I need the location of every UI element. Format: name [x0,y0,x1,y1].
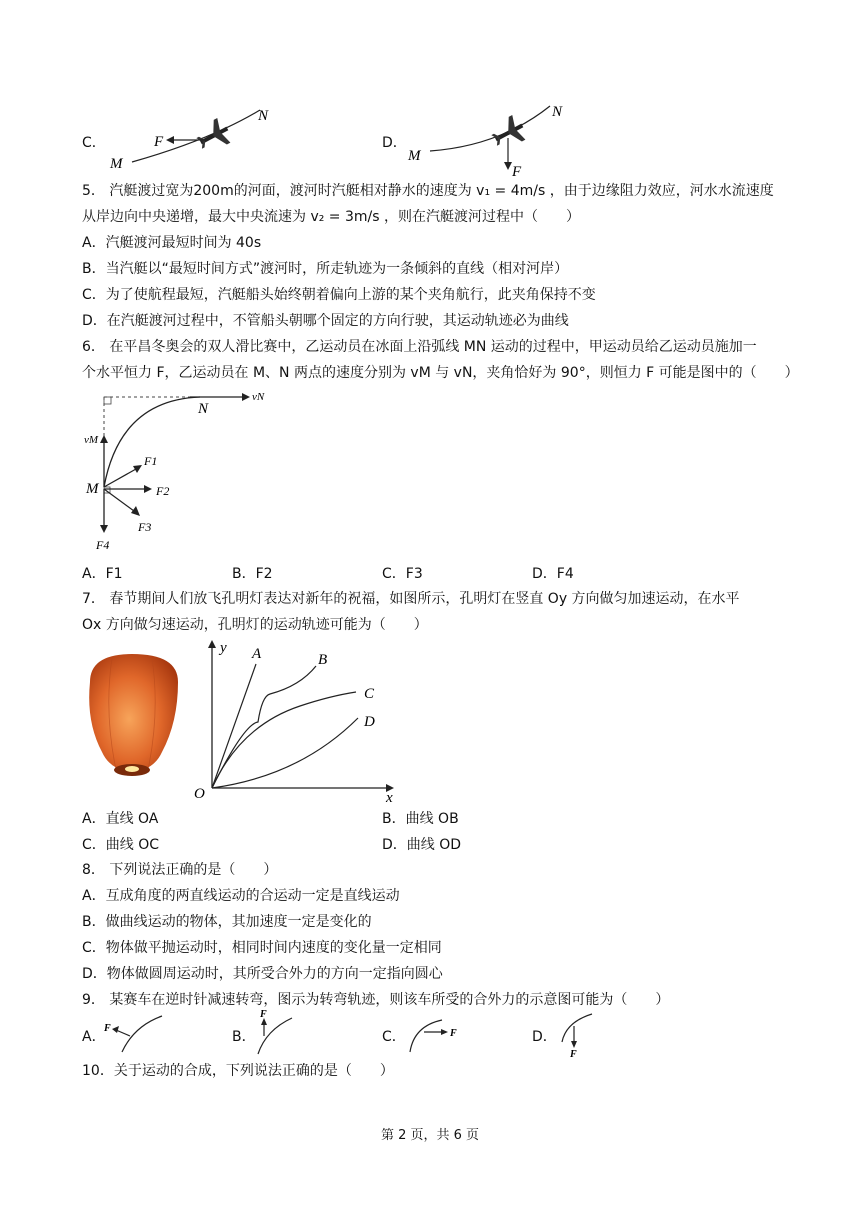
q8-option-b: B．做曲线运动的物体，其加速度一定是变化的 [82,914,372,930]
q9-option-c-label: C． [382,1029,406,1045]
q4-option-c-label: C． [82,135,106,151]
q7-trajectory-figure [190,636,400,806]
q5-option-a: A．汽艇渡河最短时间为 40s [82,235,262,251]
q6-f2-label: F2 [156,484,170,498]
q4-figure-d [400,96,590,181]
q9a-f-label: F [104,1023,111,1034]
q9-stem: 9． 某赛车在逆时针减速转弯，图示为转弯轨迹，则该车所受的合外力的示意图可能为（ ） [82,992,670,1008]
q6-option-a: A．F1 [82,566,123,582]
q4c-m-label: M [110,156,123,172]
q5-stem-line1: 5． 汽艇渡过宽为200m的河面，渡河时汽艇相对静水的速度为 v₁ = 4m/s ，由于边缘阻力效应，河水水流速度 [82,183,774,199]
page-footer: 第 2 页，共 6 页 [380,1128,480,1143]
q9c-f-label: F [450,1028,457,1039]
q8-option-d: D．物体做圆周运动时，其所受合外力的方向一定指向圆心 [82,966,443,982]
q6-stem-line1: 6． 在平昌冬奥会的双人滑比赛中，乙运动员在冰面上沿弧线 MN 运动的过程中，甲运动员给乙运动员施加一 [82,339,757,355]
q7-c-label: C [364,686,375,702]
q9-figure-c [402,1012,468,1056]
q5-option-d: D．在汽艇渡河过程中，不管船头朝哪个固定的方向行驶，其运动轨迹必为曲线 [82,313,569,329]
q4d-f-label: F [512,164,522,180]
q8-stem: 8． 下列说法正确的是（ ） [82,862,278,878]
q6-n-label: N [198,401,209,417]
q9-figure-d [556,1010,606,1058]
q9-option-d-label: D． [532,1029,557,1045]
q9-option-a-label: A． [82,1029,106,1045]
q7-stem-line1: 7． 春节期间人们放飞孔明灯表达对新年的祝福，如图所示，孔明灯在竖直 Oy 方向做匀加速运动，在水平 [82,591,740,607]
q6-option-d: D．F4 [532,566,574,582]
q4d-n-label: N [552,104,563,120]
q4c-f-label: F [154,134,164,150]
q7-b-label: B [318,652,328,668]
airplane-icon [193,116,234,156]
q9b-f-label: F [260,1009,267,1020]
q7-o-label: O [194,786,205,802]
q7-a-label: A [252,646,262,662]
q4-option-d-label: D． [382,135,407,151]
sky-lantern-image [82,652,184,784]
q7-option-a: A．直线 OA [82,811,159,827]
q6-m-label: M [86,481,99,497]
q8-option-a: A．互成角度的两直线运动的合运动一定是直线运动 [82,888,400,904]
q7-y-label: y [220,640,227,656]
q4c-n-label: N [258,108,269,124]
q7-option-d: D．曲线 OD [382,837,462,853]
q10-stem: 10．关于运动的合成，下列说法正确的是（ ） [82,1063,394,1079]
q9d-f-label: F [570,1049,577,1058]
q4d-m-label: M [408,148,421,164]
q5-option-b: B．当汽艇以“最短时间方式”渡河时，所走轨迹为一条倾斜的直线（相对河岸） [82,261,569,277]
q7-x-label: x [386,790,393,806]
q6-f4-label: F4 [96,538,110,552]
q6-f3-label: F3 [138,520,152,534]
q4-figure-c [100,100,290,175]
q5-stem-line2: 从岸边向中央递增，最大中央流速为 v₂ = 3m/s ，则在汽艇渡河过程中（ ） [82,209,580,225]
q9-figure-a [102,1012,172,1056]
q7-option-c: C．曲线 OC [82,837,160,853]
q7-stem-line2: Ox 方向做匀速运动，孔明灯的运动轨迹可能为（ ） [82,617,428,633]
q6-vm-label: vM [84,434,99,446]
q6-figure [80,385,280,555]
q9-figure-b [250,1008,310,1056]
q9-option-b-label: B． [232,1029,256,1045]
q7-option-b: B．曲线 OB [382,811,459,827]
q6-option-c: C．F3 [382,566,423,582]
q7-d-label: D [364,714,375,730]
q6-f1-label: F1 [144,454,158,468]
q6-option-b: B．F2 [232,566,273,582]
q6-vn-label: vN [252,391,265,403]
q6-stem-line2: 个水平恒力 F，乙运动员在 M、N 两点的速度分别为 vM 与 vN，夹角恰好为 90°，则恒力 F 可能是图中的（ ） [82,365,799,381]
q8-option-c: C．物体做平抛运动时，相同时间内速度的变化量一定相同 [82,940,442,956]
q5-option-c: C．为了使航程最短，汽艇船头始终朝着偏向上游的某个夹角航行，此夹角保持不变 [82,287,596,303]
